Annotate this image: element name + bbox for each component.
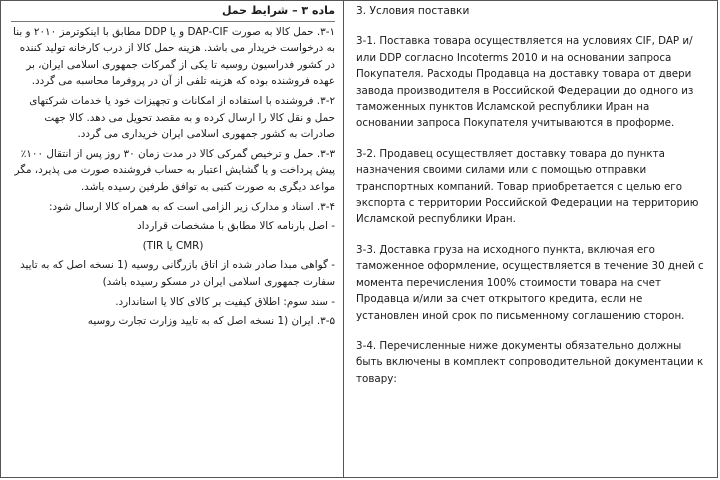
persian-paragraph-3-3: ۳-۳. حمل و ترخیص گمرکی کالا در مدت زمان ۳۰ روز پس از انتقال ۱۰۰٪ پیش پرداخت و یا گشایش اعتبار به حساب فروشنده صورت می پذیرد، مگر مواعد دیگری به صورت کتبی به توافق طرفین رسیده باشد. — [14, 147, 336, 193]
persian-list-item-cmr-tir: (CMR یا TIR) — [142, 239, 204, 252]
persian-section-heading: ماده ۳ – شرایط حمل — [11, 3, 335, 22]
russian-paragraph-3-1: 3-1. Поставка товара осуществляется на условиях CIF, DAP и/или DDP согласно Incoterms 2010 и на основании запроса Покупателя. Расходы Продавца на доставку товара от двери завода производителя в Российской Федерации до одного из таможенных пунктов Исламской республики Иран на основании запроса Покупателя учитываются в проформе. — [356, 35, 694, 130]
russian-paragraph-3-4: 3-4. Перечисленные ниже документы обязательно должны быть включены в комплект сопроводительной документации к товару: — [356, 339, 704, 385]
persian-list-item-quality-certificate: - سند سوم: اطلاق کیفیت بر کالای کالا یا استاندارد. — [115, 295, 336, 308]
persian-paragraph-3-1: ۳-۱. حمل کالا به صورت DAP-CIF و یا DDP مطابق با اینکوترمز ۲۰۱۰ و بنا به درخواست خریدار می باشد. هزینه حمل کالا از درب کارخانه تولید کننده در کشور فدراسیون روسیه تا یکی از گمرکات جمهوری اسلامی ایران، بر عهده فروشنده بوده که هزینه تلفی از آن در پروفرما محاسبه می گردد. — [13, 25, 336, 88]
russian-paragraph-3-2: 3-2. Продавец осуществляет доставку товара до пункта назначения своими силами или с помощью отправки транспортных компаний. Товар приобретается с целью его экспорта с территории Российской Федерации на территорию Исламской республики Иран. — [356, 147, 699, 226]
persian-column — [1, 1, 344, 477]
persian-list-item-certificate-of-origin: - گواهی مبدا صادر شده از اتاق بازرگانی روسیه (1 نسخه اصل که به تایید سفارت جمهوری اسلامی ایران در مسکو رسیده باشد) — [20, 259, 336, 288]
russian-column — [344, 1, 717, 477]
persian-list-item-bill-of-lading: - اصل بارنامه کالا مطابق با مشخصات قرارداد — [137, 220, 336, 233]
persian-paragraph-3-5: ۳-۵. ایران (1 نسخه اصل که به تایید وزارت تجارت روسیه — [87, 315, 336, 328]
persian-paragraph-3-4: ۳-۴. اسناد و مدارک زیر الزامی است که به همراه کالا ارسال شود: — [48, 200, 336, 213]
russian-paragraph-3-3: 3-3. Доставка груза на исходного пункта, включая его таможенное оформление, осуществляется в течение 30 дней с момента перечисления 100% стоимости товара на счет Продавца и/или за счет открытого кредита, если не установлен иной срок по письменному соглашению сторон. — [356, 243, 704, 322]
russian-section-heading: 3. Условия поставки — [356, 5, 470, 17]
persian-paragraph-3-2: ۳-۲. فروشنده با استفاده از امکانات و تجهیزات خود یا خدمات شرکتهای حمل و نقل کالا را ارسال کرده و به مقصد تحویل می دهد. کالا جهت صادرات به کشور جمهوری اسلامی ایران خریداری می گردد. — [29, 94, 336, 141]
